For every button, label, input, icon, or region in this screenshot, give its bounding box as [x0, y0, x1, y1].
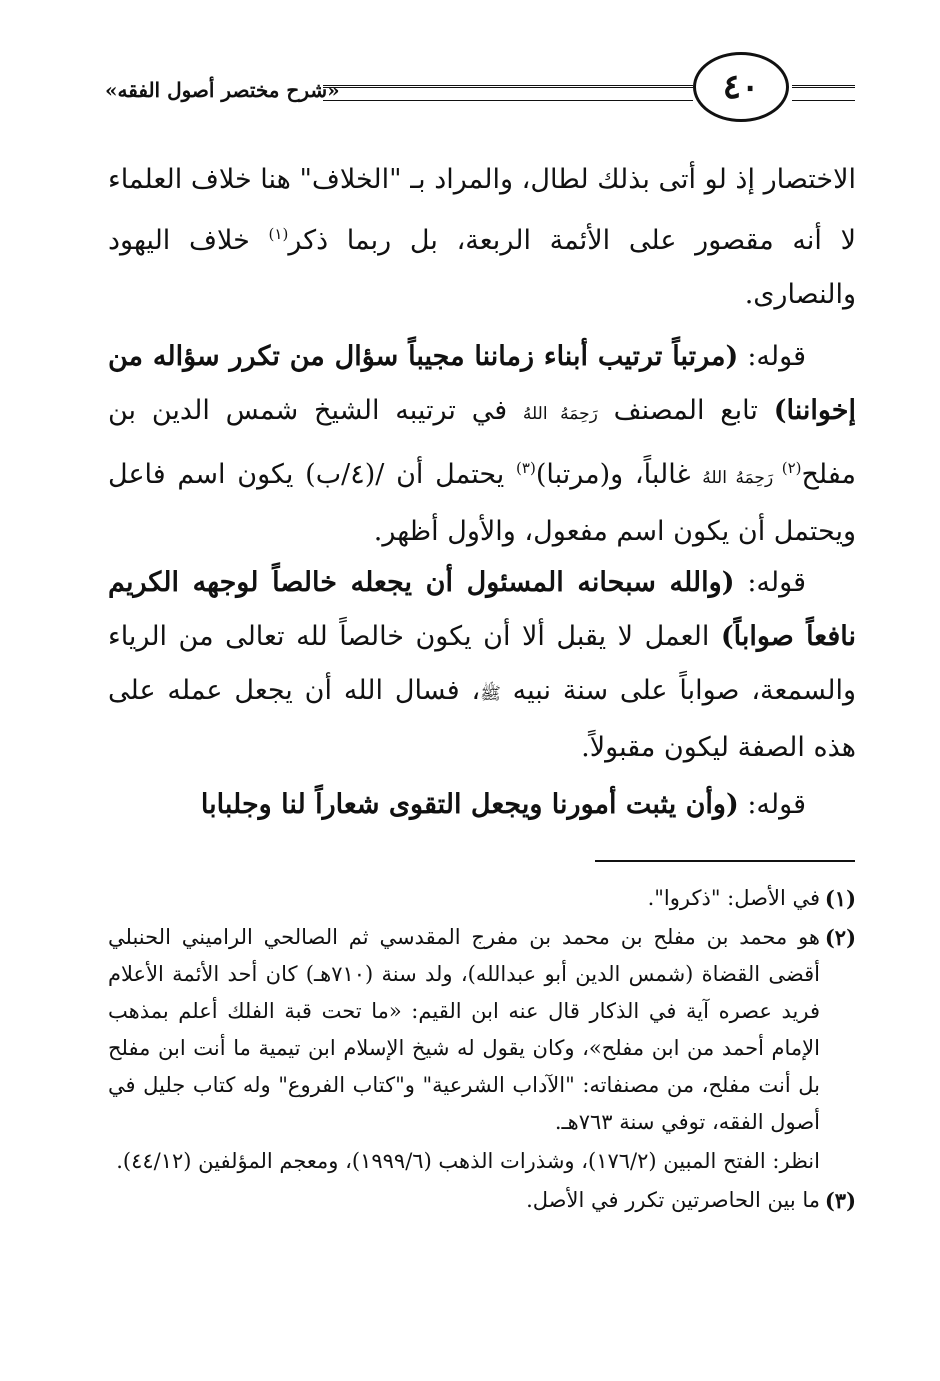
footnote-2-sources: انظر: الفتح المبين (١٧٦/٢)، وشذرات الذهب (١٩٩٩/٦)، ومعجم المؤلفين (٤٤/١٢).	[116, 1149, 820, 1173]
footnotes	[108, 880, 856, 1221]
paragraph-4	[108, 778, 856, 832]
paragraph-3-quote: (والله سبحانه المسئول أن يجعله خالصاً لوجهه الكريم نافعاً صواباً)	[108, 567, 856, 652]
paragraph-2-text-a: تابع المصنف	[597, 395, 774, 426]
footnote-1-number: (١)	[824, 886, 856, 911]
footnote-2-text: هو محمد بن مفلح بن محمد بن مفرج المقدسي ثم الصالحي الراميني الحنبلي أقضى القضاة (شمس الدين أبو عبدالله)، ولد سنة (٧١٠هـ) كان أحد الأئمة الأعلام فريد عصره آية في الذكار قال عنه ابن القيم: «ما تحت قبة الفلك أعلم بمذهب الإمام أحمد من ابن مفلح»، وكان يقول له شيخ الإسلام ابن تيمية ما أنت ابن مفلح بل أنت مفلح، من مصنفاته: "الآداب الشرعية" و"كتاب الفروع" وله كتاب جليل في أصول الفقه، توفي سنة ٧٦٣هـ.	[108, 925, 820, 1134]
footnote-ref-1: (١)	[268, 225, 289, 243]
paragraph-4-lead: قوله:	[738, 789, 806, 820]
paragraph-2-text-d: يحتمل أن /(٤/ب) يكون اسم فاعل ويحتمل أن يكون اسم مفعول، والأول أظهر.	[108, 459, 856, 547]
paragraph-4-quote: (وأن يثبت أمورنا ويجعل التقوى شعاراً لنا وجلبابا	[200, 789, 739, 820]
paragraph-3	[108, 556, 856, 775]
paragraph-1-text-a: الاختصار إذ لو أتى بذلك لطال، والمراد بـ "الخلاف" هنا خلاف العلماء لا أنه مقصور على الأئمة الربعة، بل ربما ذكر	[108, 164, 857, 256]
footnote-separator	[595, 860, 855, 862]
footnote-3-number: (٣)	[824, 1188, 856, 1213]
header-rule-left	[323, 85, 693, 101]
paragraph-3-text-a: العمل لا يقبل ألا أن يكون خالصاً لله تعالى من الرياء والسمعة، صواباً على سنة نبيه	[108, 621, 856, 706]
footnote-2-number: (٢)	[824, 925, 856, 950]
paragraph-2-text-c: غالباً، و(مرتبا)	[535, 459, 703, 490]
paragraph-2-lead: قوله:	[738, 341, 806, 372]
paragraph-2-quote: (مرتباً ترتيب أبناء زماننا مجيباً سؤال من تكرر سؤاله من إخواننا)	[108, 341, 856, 426]
honorific-rahimahullah-1: رَحِمَهُ اللهُ	[522, 404, 598, 424]
footnote-3	[108, 1182, 856, 1219]
paragraph-1-text-b: خلاف اليهود والنصارى.	[108, 225, 856, 310]
honorific-salawat: ﷺ	[480, 684, 501, 704]
paragraph-2-text-b: في ترتيبه الشيخ شمس الدين بن مفلح	[108, 395, 856, 490]
paragraph-3-text-b: ، فسال الله أن يجعل عمله على هذه الصفة ليكون مقبولاً.	[108, 675, 856, 763]
paragraph-1	[108, 153, 856, 322]
page-header	[95, 52, 860, 122]
footnote-ref-2: (٢)	[781, 459, 802, 477]
page-number: ٤٠	[693, 52, 789, 122]
paragraph-3-lead: قوله:	[734, 567, 806, 598]
footnote-1-text: في الأصل: "ذكروا".	[647, 886, 820, 910]
paragraph-2	[108, 330, 856, 559]
honorific-rahimahullah-2: رَحِمَهُ اللهُ	[702, 468, 782, 488]
footnote-1	[108, 880, 856, 917]
running-title: «شرح مختصر أصول الفقه»	[105, 78, 340, 102]
footnote-2	[108, 919, 856, 1141]
footnote-ref-3: (٣)	[516, 459, 536, 477]
footnote-3-text: ما بين الحاصرتين تكرر في الأصل.	[526, 1188, 820, 1212]
header-rule-right	[792, 85, 855, 101]
